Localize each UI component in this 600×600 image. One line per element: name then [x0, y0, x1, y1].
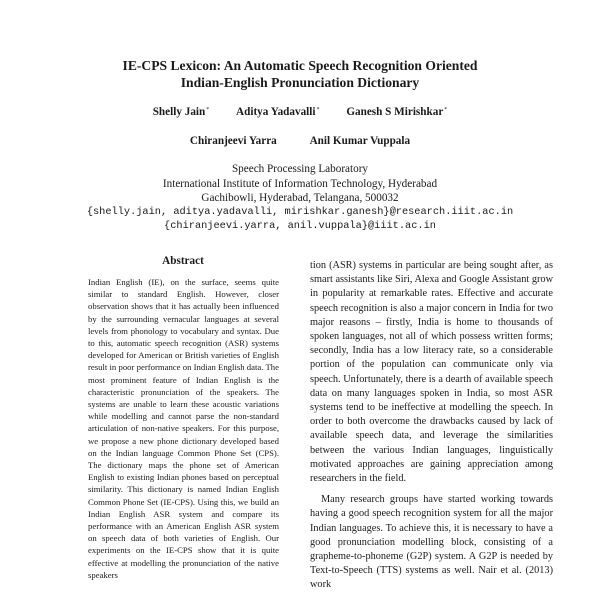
author-name: Ganesh S Mirishkar: [346, 106, 444, 118]
author-emails-line-1: {shelly.jain, aditya.yadavalli, mirishkar.ganesh}@research.iiit.ac.in: [86, 206, 514, 218]
body-paragraph: Many research groups have started working towards having a good speech recognition system for all the major Indian languages. To achieve this, it is necessary to have a good pronunciation modelling block, consisting of a grapheme-to-phoneme (G2P) system. A G2P is needed by Text-to-Speech (TTS) systems as well. Nair et al. (2013) work: [310, 494, 553, 591]
affiliation-address: Gachibowli, Hyderabad, Telangana, 500032: [201, 192, 399, 204]
body-paragraph: tion (ASR) systems in particular are being sought after, as smart assistants like Siri, Alexa and Google Assistant grow in popularity at remarkable rates. Effective and accurate speech recognition is also a major concern in India for two major reasons – firstly, India is home to thousands of spoken languages, not all of which possess written forms; secondly, India has a low literacy rate, so a considerable portion of the population can communicate only via speech. Unfortunately, there is a dearth of available speech data on many languages spoken in India, so most ASR systems tend to be ineffective at modelling the speech. In order to both overcome the drawbacks caused by lack of available speech data, and leverage the similarities between the various Indian languages, linguistically motivated approaches are gaining appreciation among researchers in the field.: [310, 260, 553, 485]
author-emails-line-2: {chiranjeevi.yarra, anil.vuppala}@iiit.ac.in: [164, 220, 436, 232]
author-shelly-jain: [153, 103, 210, 119]
right-column-body: [310, 259, 553, 600]
paper-title-line-1: IE-CPS Lexicon: An Automatic Speech Recognition Oriented: [122, 58, 478, 73]
author-ganesh-mirishkar: [346, 103, 447, 119]
author-name: Shelly Jain: [152, 106, 206, 118]
author-aditya-yadavalli: [236, 103, 319, 119]
abstract-heading: Abstract: [162, 255, 204, 267]
affiliation-lab: Speech Processing Laboratory: [231, 163, 369, 175]
author-row-1: [0, 103, 600, 119]
author-anil-kumar-vuppala: Anil Kumar Vuppala: [309, 135, 411, 147]
abstract-text: Indian English (IE), on the surface, seems quite similar to standard English. However, closer observation shows that it has actually been influenced by the surrounding vernacular languages at several levels from phonology to vocabulary and syntax. Due to this, automatic speech recognition (ASR) systems developed for American or British varieties of English result in poor performance on Indian English data. The most prominent feature of Indian English is the characteristic pronunciation of the speakers. The systems are unable to learn these acoustic variations while modelling and cannot parse the non-standard articulation of non-native speakers. For this purpose, we propose a new phone dictionary developed based on the Indian language Common Phone Set (CPS). The dictionary maps the phone set of American English to existing Indian phones based on perceptual similarity. This dictionary is named Indian English Common Phone Set (IE-CPS). Using this, we build an Indian English ASR system and compare its performance with an American English ASR system on speech data of both varieties of English. Our experiments on the IE-CPS show that it is quite effective at modelling the pronunciation of the native speakers: [88, 277, 279, 580]
affiliation-institute: International Institute of Information Technology, Hyderabad: [162, 177, 438, 190]
author-row-2: [0, 134, 600, 148]
author-name: Aditya Yadavalli: [236, 106, 316, 118]
paper-title-line-2: Indian-English Pronunciation Dictionary: [180, 75, 420, 90]
equal-contribution-mark: *: [206, 107, 210, 113]
equal-contribution-mark: *: [444, 107, 448, 113]
author-chiranjeevi-yarra: Chiranjeevi Yarra: [189, 135, 277, 147]
equal-contribution-mark: *: [316, 107, 320, 113]
